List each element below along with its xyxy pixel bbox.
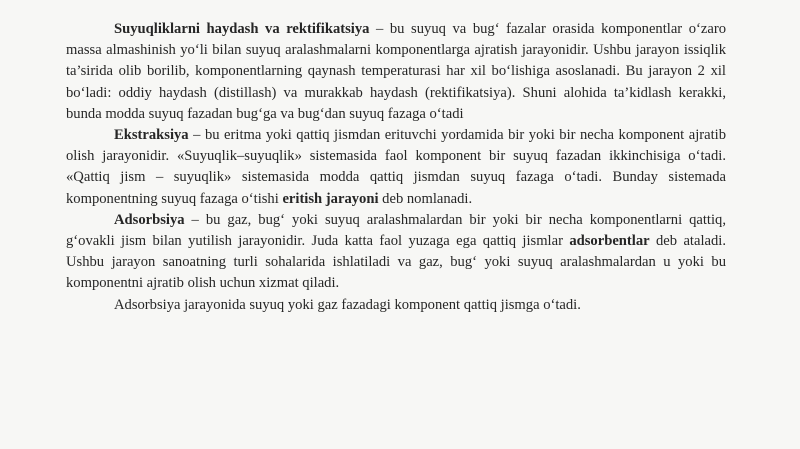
paragraph-text: – bu eritma yoki qattiq jismdan erituvchi yordamida bir yoki bir necha komponent ajratib olish jarayonidir. «Suyuqlik–suyuqlik» sistemasida faol komponent bir suyuq fazadan ikkinchisiga o‘tadi. «Qattiq jism – suyuqlik» sistemasida modda qattiq jismdan suyuq fazaga o‘tadi. Bunday sistemada komponentning suyuq fazaga o‘tishi: [66, 127, 726, 207]
paragraph-extraction: [66, 125, 726, 210]
paragraph-text: Adsorbsiya jarayonida suyuq yoki gaz fazadagi komponent qattiq jismga o‘tadi.: [114, 296, 581, 313]
term-adsorption: Adsorbsiya: [114, 211, 185, 228]
term-extraction: Ekstraksiya: [114, 127, 189, 144]
paragraph-text-end: deb nomlanadi.: [378, 190, 473, 207]
bold-term-dissolution: eritish jarayoni: [282, 190, 379, 207]
bold-term-adsorbents: adsorbentlar: [569, 233, 650, 250]
term-distillation: Suyuqliklarni haydash va rektifikatsiya: [114, 21, 370, 37]
paragraph-distillation: [66, 19, 726, 125]
paragraph-text: – bu suyuq va bug‘ fazalar orasida komponentlar o‘zaro massa almashinish yo‘li bilan suyuq aralashmalarni komponentlarga ajratish jarayonidir. Ushbu jarayon issiqlik ta’sirida olib borilib, komponentlarning qaynash temperaturasi har xil bo‘lishiga asoslanadi. Bu jarayon 2 xil bo‘ladi: oddiy haydash (distillash) va murakkab haydash (rektifikatsiya). Shuni alohida ta’kidlash kerakki, bunda modda suyuq fazadan bug‘ga va bug‘dan suyuq fazaga o‘tadi: [66, 21, 726, 122]
paragraph-text-end: deb ataladi. Ushbu jarayon sanoatning turli sohalarida ishlatiladi va gaz, bug‘ yoki suyuq aralashmalardan u yoki bu komponentni ajratib olish uchun xizmat qiladi.: [66, 233, 726, 292]
paragraph-adsorption: [66, 210, 726, 295]
document-text: [66, 19, 726, 316]
paragraph-text: – bu gaz, bug‘ yoki suyuq aralashmalardan bir yoki bir necha komponentlarni qattiq, g‘ovakli jism bilan yutilish jarayonidir. Juda katta faol yuzaga ega qattiq jismlar: [66, 211, 726, 250]
paragraph-adsorption-note: [66, 295, 726, 316]
